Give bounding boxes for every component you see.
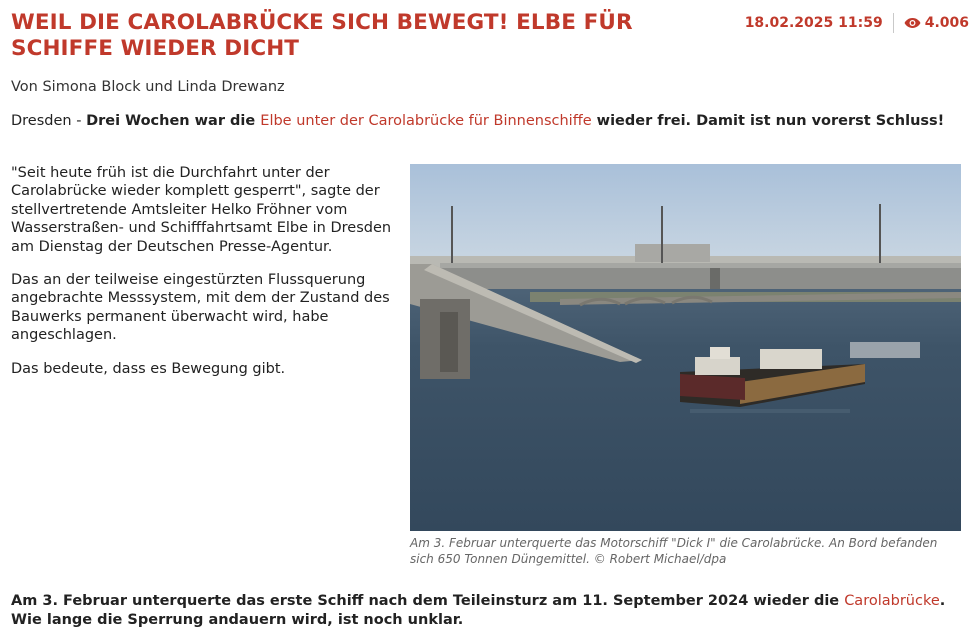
paragraph: Das an der teilweise eingestürzten Flussquerung angebrachte Messsystem, mit dem der Zustand des Bauwerks permanent überwacht wird, habe angeschlagen.: [11, 272, 390, 344]
lead-bold-start: Drei Wochen war die: [86, 113, 261, 129]
lead-bold-end: wieder frei. Damit ist nun vorerst Schluss!: [591, 113, 945, 129]
meta-divider: [893, 13, 894, 33]
paragraph: "Seit heute früh ist die Durchfahrt unter der Carolabrücke wieder komplett gesperrt", sagte der stellvertretende Amtsleiter Helko Fröhner vom Wasserstraßen- und Schifffahrtsamt Elbe in Dresden am Dienstag der Deutschen Presse-Agentur.: [11, 165, 392, 255]
article-meta: [745, 13, 969, 33]
article-title: WEIL DIE CAROLABRÜCKE SICH BEWEGT! ELBE FÜR SCHIFFE WIEDER DICHT: [11, 10, 633, 61]
lead-paragraph: [11, 113, 969, 129]
closing-text-end: . Wie lange die Sperrung andauern wird, ist noch unklar.: [11, 593, 946, 628]
paragraph: Das bedeute, dass es Bewegung gibt.: [11, 360, 286, 377]
article-figure: [410, 164, 961, 567]
publish-date: 18.02.2025 11:59: [744, 15, 883, 31]
lead-link[interactable]: Elbe unter der Carolabrücke für Binnenschiffe: [260, 113, 592, 129]
carolabruecke-link[interactable]: Carolabrücke: [844, 593, 940, 609]
eye-icon: [904, 17, 921, 29]
closing-paragraph: [11, 592, 969, 630]
byline: Von Simona Block und Linda Drewanz: [11, 79, 285, 95]
lead-location: Dresden -: [11, 113, 87, 129]
view-count: 4.006: [924, 15, 969, 31]
bridge-photo[interactable]: [410, 164, 961, 531]
closing-text-start: Am 3. Februar unterquerte das erste Schiff nach dem Teileinsturz am 11. September 2024 wieder die: [11, 593, 845, 609]
article-body: [11, 164, 399, 393]
image-caption: Am 3. Februar unterquerte das Motorschiff "Dick I" die Carolabrücke. An Bord befanden sich 650 Tonnen Düngemittel. © Robert Michael/dpa: [410, 536, 938, 566]
